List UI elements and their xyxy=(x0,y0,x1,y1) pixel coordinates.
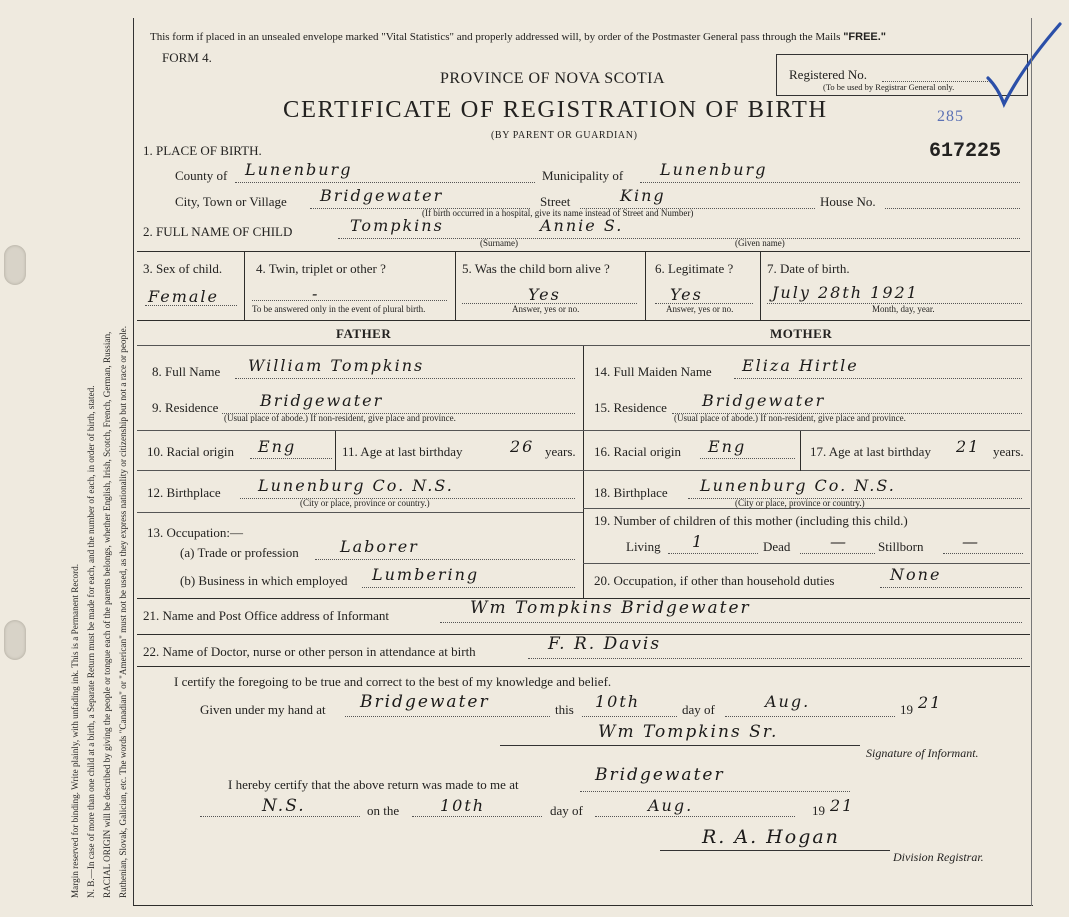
check-mark-icon xyxy=(982,18,1062,108)
birth-date-value: July 28th 1921 xyxy=(772,283,919,302)
alive-note: Answer, yes or no. xyxy=(512,304,580,314)
mother-racial-value: Eng xyxy=(708,437,747,456)
informant-label: 21. Name and Post Office address of Informant xyxy=(143,608,389,623)
binding-line xyxy=(133,18,134,906)
registrar-year-prefix: 19 xyxy=(812,803,825,818)
father-racial-label: 10. Racial origin xyxy=(147,444,235,459)
father-residence-value: Bridgewater xyxy=(260,391,384,410)
punch-hole xyxy=(4,245,26,285)
twin-label: 4. Twin, triplet or other ? xyxy=(256,261,386,276)
legitimate-note: Answer, yes or no. xyxy=(666,304,734,314)
county-label: County of xyxy=(175,168,228,183)
father-residence-label: 9. Residence xyxy=(152,400,219,415)
child-name-label: 2. FULL NAME OF CHILD xyxy=(143,224,293,239)
given-day-value: 10th xyxy=(595,692,641,711)
stillborn-value: — xyxy=(962,532,980,551)
registered-label: Registered No. xyxy=(789,67,867,82)
father-years: years. xyxy=(545,444,576,459)
dead-label: Dead xyxy=(763,539,791,554)
informant-value: Wm Tompkins Bridgewater xyxy=(470,598,751,618)
mother-years: years. xyxy=(993,444,1024,459)
mother-heading: MOTHER xyxy=(770,326,833,341)
dead-value: — xyxy=(830,532,848,551)
doctor-value: F. R. Davis xyxy=(548,634,662,654)
alive-label: 5. Was the child born alive ? xyxy=(462,261,610,276)
twin-note: To be answered only in the event of plural birth. xyxy=(252,304,426,314)
mother-name-value: Eliza Hirtle xyxy=(742,356,859,375)
father-business-label: (b) Business in which employed xyxy=(180,573,348,588)
father-birthplace-value: Lunenburg Co. N.S. xyxy=(258,476,454,495)
municipality-label: Municipality of xyxy=(542,168,624,183)
father-heading: FATHER xyxy=(336,326,392,341)
given-label: Given under my hand at xyxy=(200,702,326,717)
living-label: Living xyxy=(626,539,661,554)
province-heading: PROVINCE OF NOVA SCOTIA xyxy=(440,70,666,87)
doctor-label: 22. Name of Doctor, nurse or other person in attendance at birth xyxy=(143,644,476,659)
registrar-month-value: Aug. xyxy=(648,796,694,815)
child-surname-value: Tompkins xyxy=(350,216,444,235)
certify-statement: I certify the foregoing to be true and correct to the best of my knowledge and belief. xyxy=(174,674,612,689)
margin-notes xyxy=(4,8,134,908)
father-birthplace-caption: (City or place, province or country.) xyxy=(300,498,430,508)
child-given-value: Annie S. xyxy=(540,216,624,235)
mail-notice: This form if placed in an unsealed envelope marked "Vital Statistics" and properly addressed will, by order of the Postmaster General pass through the Mails xyxy=(150,31,841,43)
registrar-province-value: N.S. xyxy=(262,796,306,816)
city-label: City, Town or Village xyxy=(175,194,287,209)
mother-birthplace-caption: (City or place, province or country.) xyxy=(735,498,865,508)
surname-caption: (Surname) xyxy=(480,238,518,248)
place-of-birth-label: 1. PLACE OF BIRTH. xyxy=(143,143,262,158)
margin-line-4: Ruthenian, Slovak, Galician, etc. The words "Canadian" or "American" must not be used, as they express nationality or citizenship but not a race or people. xyxy=(118,325,128,898)
county-value: Lunenburg xyxy=(245,160,353,179)
house-label: House No. xyxy=(820,194,876,209)
mother-birthplace-value: Lunenburg Co. N.S. xyxy=(700,476,896,495)
father-name-label: 8. Full Name xyxy=(152,364,221,379)
registrar-day-of-label: day of xyxy=(550,803,583,818)
stamp-number: 617225 xyxy=(929,140,1002,163)
given-year-prefix: 19 xyxy=(900,702,913,717)
this-label: this xyxy=(555,702,574,717)
registrar-day-value: 10th xyxy=(440,796,486,815)
registrar-place-value: Bridgewater xyxy=(595,765,725,785)
birth-date-note: Month, day, year. xyxy=(872,304,935,314)
stamp-small-number: 285 xyxy=(937,108,964,125)
hospital-note: (If birth occurred in a hospital, give its name instead of Street and Number) xyxy=(422,208,694,218)
mother-age-label: 17. Age at last birthday xyxy=(810,444,931,459)
alive-value: Yes xyxy=(528,285,561,304)
father-business-value: Lumbering xyxy=(372,565,480,584)
sex-label: 3. Sex of child. xyxy=(143,261,223,276)
street-value: King xyxy=(620,186,666,205)
father-trade-label: (a) Trade or profession xyxy=(180,545,299,560)
punch-hole xyxy=(4,620,26,660)
registrar-signature: R. A. Hogan xyxy=(702,826,840,848)
sex-value: Female xyxy=(148,287,219,306)
informant-signature: Wm Tompkins Sr. xyxy=(598,722,779,742)
mother-residence-value: Bridgewater xyxy=(702,391,826,410)
free-label: "FREE." xyxy=(843,31,887,43)
city-value: Bridgewater xyxy=(320,186,444,205)
mother-residence-label: 15. Residence xyxy=(594,400,667,415)
legitimate-value: Yes xyxy=(670,285,703,304)
father-name-value: William Tompkins xyxy=(248,356,425,375)
father-residence-caption: (Usual place of abode.) If non-resident, give place and province. xyxy=(224,413,456,423)
children-count-label: 19. Number of children of this mother (including this child.) xyxy=(594,513,908,528)
legitimate-label: 6. Legitimate ? xyxy=(655,261,734,276)
street-label: Street xyxy=(540,194,571,209)
margin-line-1: Margin reserved for binding. Write plainly, with unfading ink. This is a Permanent Record. xyxy=(70,563,80,898)
given-place-value: Bridgewater xyxy=(360,692,490,712)
mother-birthplace-label: 18. Birthplace xyxy=(594,485,668,500)
father-birthplace-label: 12. Birthplace xyxy=(147,485,221,500)
mother-occupation-value: None xyxy=(890,565,942,584)
certificate-subtitle: (BY PARENT OR GUARDIAN) xyxy=(491,130,638,141)
father-racial-value: Eng xyxy=(258,437,297,456)
form-number: FORM 4. xyxy=(162,50,212,65)
given-month-value: Aug. xyxy=(765,692,811,711)
registered-note: (To be used by Registrar General only. xyxy=(823,82,955,92)
mother-name-label: 14. Full Maiden Name xyxy=(594,364,712,379)
registrar-caption: Division Registrar. xyxy=(893,850,984,864)
father-occupation-label: 13. Occupation:— xyxy=(147,525,244,540)
mother-residence-caption: (Usual place of abode.) If non-resident, give place and province. xyxy=(674,413,906,423)
father-age-value: 26 xyxy=(510,437,535,456)
father-age-label: 11. Age at last birthday xyxy=(342,444,463,459)
living-value: 1 xyxy=(692,532,705,551)
registrar-year-suffix: 21 xyxy=(830,796,855,815)
signature-caption: Signature of Informant. xyxy=(866,746,979,760)
stillborn-label: Stillborn xyxy=(878,539,924,554)
margin-line-2: N. B.—In case of more than one child at a birth, a Separate Return must be made for each, and the number of each, in order of birth, stated. xyxy=(86,385,96,898)
certificate-title: CERTIFICATE OF REGISTRATION OF BIRTH xyxy=(283,96,828,123)
given-caption: (Given name) xyxy=(735,238,785,248)
municipality-value: Lunenburg xyxy=(660,160,768,179)
birth-date-label: 7. Date of birth. xyxy=(767,261,850,276)
day-of-label: day of xyxy=(682,702,715,717)
on-the-label: on the xyxy=(367,803,400,818)
margin-line-3: RACIAL ORIGIN will be described by giving the people or tongue each of the parents belongs, whether English, Irish, Scotch, French, German, Russian, xyxy=(102,331,112,898)
mother-occupation-label: 20. Occupation, if other than household duties xyxy=(594,573,835,588)
mother-age-value: 21 xyxy=(956,437,981,456)
father-trade-value: Laborer xyxy=(340,537,419,556)
registrar-statement: I hereby certify that the above return was made to me at xyxy=(228,777,519,792)
given-year-suffix: 21 xyxy=(918,693,943,712)
twin-value: - xyxy=(312,284,320,303)
mother-racial-label: 16. Racial origin xyxy=(594,444,682,459)
